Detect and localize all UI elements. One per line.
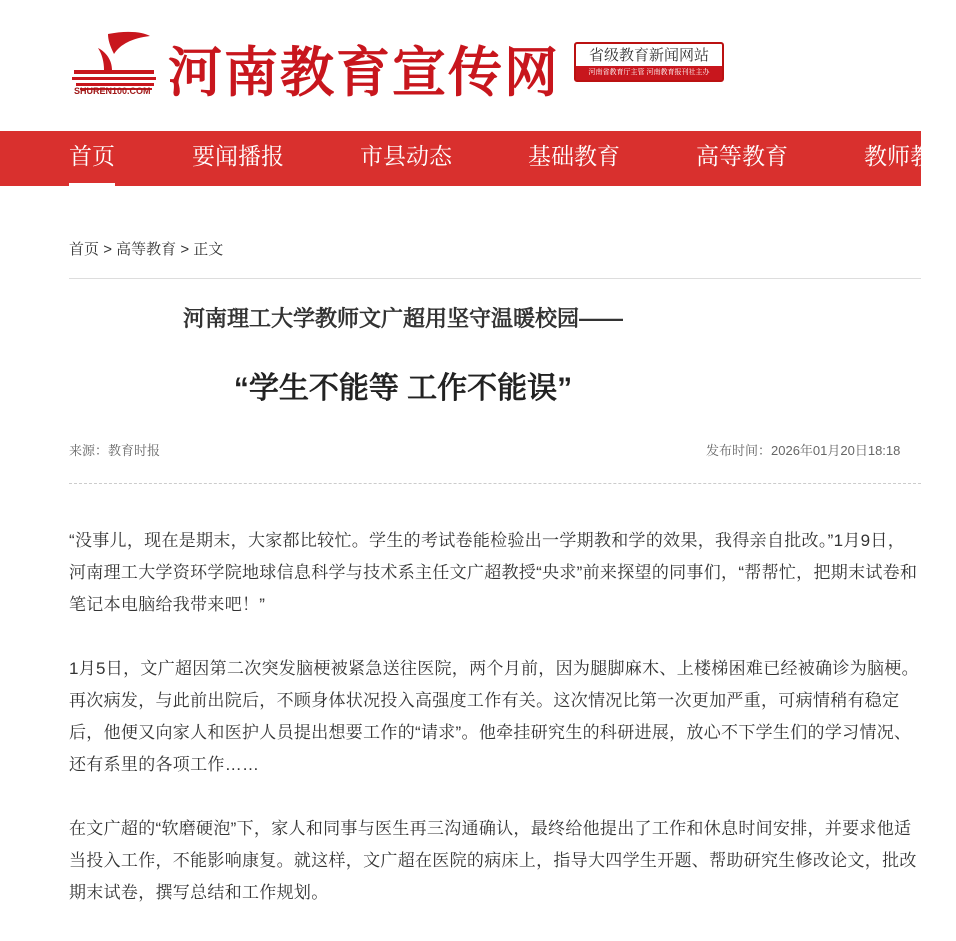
site-title[interactable]: 河南教育宣传网 xyxy=(168,40,560,104)
site-header xyxy=(0,0,921,131)
main-nav xyxy=(0,131,956,186)
badge-main: 省级教育新闻网站 xyxy=(588,46,709,64)
nav-news[interactable]: 要闻播报 xyxy=(192,143,284,169)
nav-teacher-education[interactable]: 教师教育 xyxy=(864,143,956,169)
breadcrumb-sep: > xyxy=(180,241,190,258)
breadcrumb-home[interactable]: 首页 xyxy=(69,241,100,258)
divider xyxy=(69,278,921,279)
breadcrumb xyxy=(69,238,223,259)
article-published: 发布时间：2026年01月20日18:18 xyxy=(706,443,901,458)
paragraph: 在文广超的“软磨硬泡”下，家人和同事与医生再三沟通确认，最终给他提出了工作和休息时间安排，并要求他适当投入工作，不能影响康复。就这样，文广超在医院的病床上，指导大四学生开题、帮助研究生修改论文，批改期末试卷，撰写总结和工作规划。 xyxy=(69,819,917,902)
nav-home[interactable]: 首页 xyxy=(69,131,115,186)
nav-local[interactable]: 市县动态 xyxy=(360,143,452,169)
paragraph: “没事儿，现在是期末，大家都比较忙。学生的考试卷能检验出一学期教和学的效果，我得亲自批改。”1月9日，河南理工大学资环学院地球信息科学与技术系主任文广超教授“央求”前来探望的同事们，“帮帮忙，把期末试卷和笔记本电脑给我带来吧！” xyxy=(69,531,918,614)
nav-higher-education[interactable]: 高等教育 xyxy=(696,143,788,169)
article-title-line1: 河南理工大学教师文广超用坚守温暖校园—— xyxy=(182,306,623,331)
nav-basic-education[interactable]: 基础教育 xyxy=(528,143,620,169)
article-title-line2: “学生不能等 工作不能误” xyxy=(233,372,573,405)
paragraph: 1月5日，文广超因第二次突发脑梗被紧急送往医院，两个月前，因为腿脚麻木、上楼梯困难已经被确诊为脑梗。再次病发，与此前出院后，不顾身体状况投入高强度工作有关。这次情况比第一次更加严重，可病情稍有稳定后，他便又向家人和医护人员提出想要工作的“请求”。他牵挂研究生的科研进展，放心不下学生们的学习情况、还有系里的各项工作…… xyxy=(69,659,919,774)
breadcrumb-sep: > xyxy=(103,241,112,258)
site-badge xyxy=(574,42,724,82)
divider-dashed xyxy=(69,483,921,484)
badge-sub: 河南省教育厅主管 河南教育报刊社主办 xyxy=(576,66,722,80)
logo-url: SHUREN100.COM xyxy=(74,86,151,96)
breadcrumb-section[interactable]: 高等教育 xyxy=(116,241,177,258)
article-source: 来源：教育时报 xyxy=(69,443,161,458)
article-body xyxy=(69,525,921,941)
breadcrumb-current: 正文 xyxy=(193,241,224,258)
